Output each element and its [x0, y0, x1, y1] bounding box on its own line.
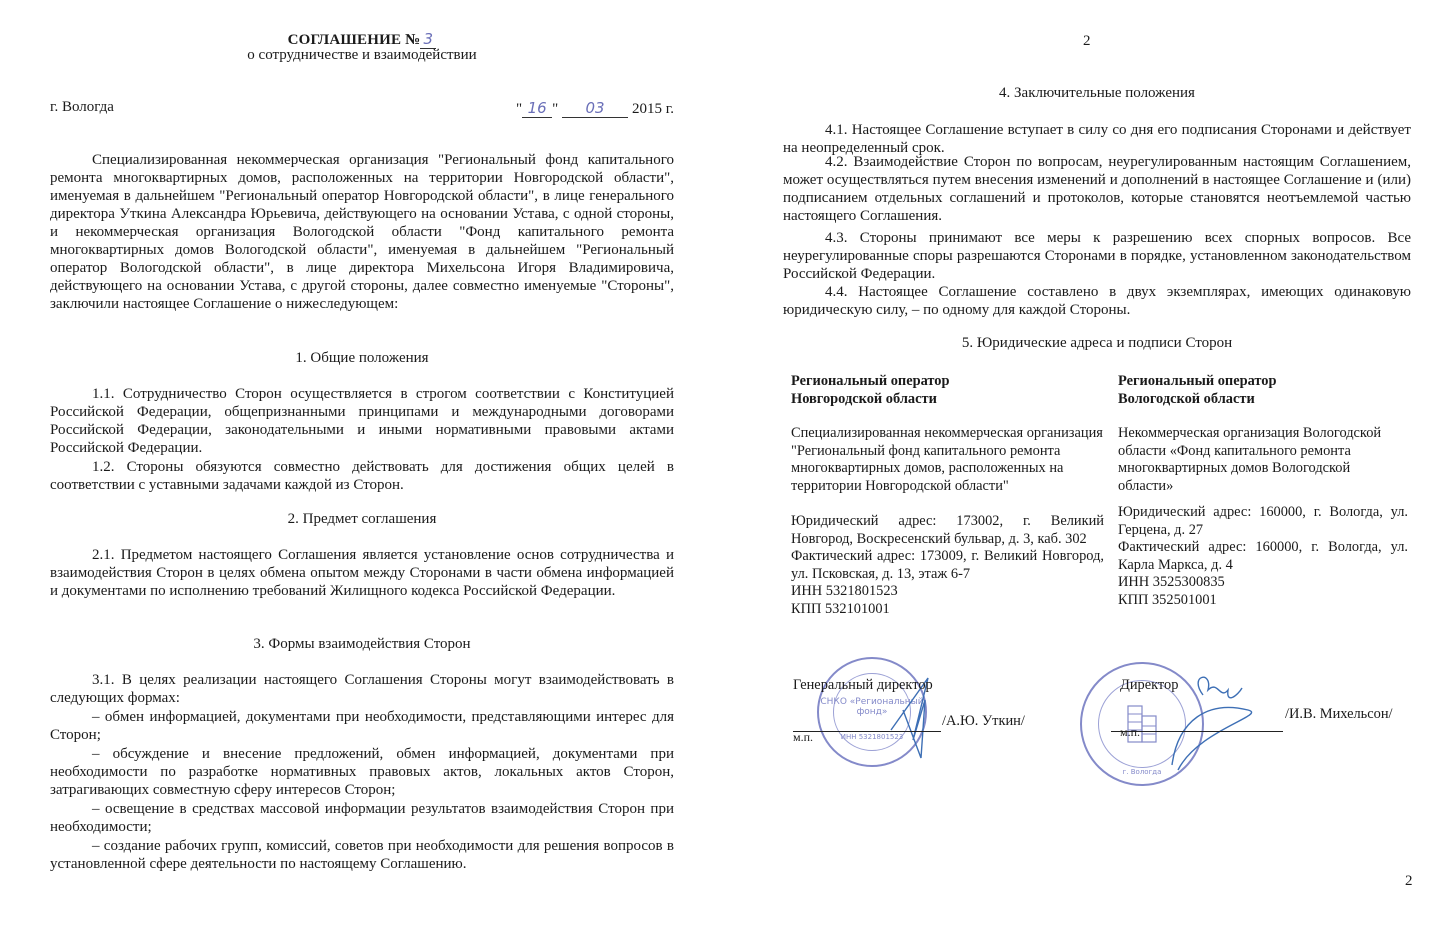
party-novgorod-title — [791, 373, 1104, 408]
legal-address: Юридический адрес: 160000, г. Вологда, ул. Герцена, д. 27 — [1118, 504, 1408, 538]
form-item: – освещение в средствах массовой информации результатов взаимодействия Сторон при необходимости; — [50, 801, 674, 835]
date-month: 03 — [562, 99, 628, 118]
party-vologda — [1118, 373, 1408, 609]
signature-stroke — [1172, 677, 1252, 770]
title-text: СОГЛАШЕНИЕ № — [287, 32, 421, 48]
party-org-name: Некоммерческая организация Вологодской области «Фонд капитального ремонта многоквартирных домов Вологодской области» — [1118, 425, 1382, 494]
form-item: – создание рабочих групп, комиссий, советов при необходимости для решения вопросов в установленной сфере деятельности по настоящему Соглашению. — [50, 838, 674, 872]
actual-address: Фактический адрес: 160000, г. Вологда, ул. Карла Маркса, д. 4 — [1118, 539, 1408, 573]
stamp-inn: ИНН 5321801523 — [840, 733, 904, 741]
stamp-city: г. Вологда — [1122, 768, 1162, 776]
kpp: КПП 532101001 — [791, 600, 890, 617]
party-title-line1: Региональный оператор — [791, 373, 950, 389]
date-year: 2015 г. — [632, 101, 674, 117]
section-5-heading: 5. Юридические адреса и подписи Сторон — [961, 335, 1233, 351]
clause-4-3: 4.3. Стороны принимают все меры к разрешению всех спорных вопросов. Все неурегулированные споры разрешаются Сторонами в порядке, установленном законодательством Российской Федерации. — [783, 230, 1411, 282]
section-2-heading: 2. Предмет соглашения — [287, 511, 437, 527]
form-item: – обсуждение и внесение предложений, обмен информацией, документами при необходимости по разработке нормативных правовых актов, локальных актов Сторон, затрагивающих совместную сферу интересов Сторон; — [50, 746, 674, 798]
position-director: Директор — [1120, 677, 1179, 693]
legal-address: Юридический адрес: 173002, г. Великий Новгород, Воскресенский бульвар, д. 3, каб. 302 — [791, 513, 1104, 547]
signer-mikhelson: /И.В. Михельсон/ — [1285, 706, 1393, 722]
inn: ИНН 5321801523 — [791, 583, 898, 599]
form-item: – обмен информацией, документами при необходимости, представляющими интерес для Сторон; — [50, 709, 674, 743]
party-title-line2: Новгородской области — [791, 390, 937, 407]
stamp-label: СНКО «Региональный фонд» — [820, 697, 924, 717]
agreement-number-handwritten: 3 — [420, 30, 436, 49]
mp-label: м.п. — [793, 730, 814, 744]
section-1-heading: 1. Общие положения — [295, 350, 429, 366]
party-org-name: Специализированная некоммерческая организация "Региональный фонд капитального ремонта многоквартирных домов, расположенных на территории Новгородской области" — [791, 425, 1103, 494]
clause-4-1: 4.1. Настоящее Соглашение вступает в силу со дня его подписания Сторонами и действует на неопределенный срок. — [783, 122, 1411, 156]
party-title-line1: Региональный оператор — [1118, 373, 1277, 389]
clause-3-1: 3.1. В целях реализации настоящего Соглашения Стороны могут взаимодействовать в следующих формах: — [50, 672, 674, 706]
clause-4-4: 4.4. Настоящее Соглашение составлено в двух экземплярах, имеющих одинаковую юридическую силу, – по одному для каждой Стороны. — [783, 284, 1411, 318]
section-3-heading: 3. Формы взаимодействия Сторон — [253, 636, 471, 652]
section-4-heading: 4. Заключительные положения — [999, 85, 1195, 101]
kpp: КПП 352501001 — [1118, 591, 1217, 608]
party-vologda-title — [1118, 373, 1408, 408]
inn: ИНН 3525300835 — [1118, 574, 1225, 590]
actual-address: Фактический адрес: 173009, г. Великий Новгород, ул. Псковская, д. 13, этаж 6-7 — [791, 548, 1104, 582]
date-quote-close: " — [552, 101, 559, 117]
page-number-bottom: 2 — [1405, 873, 1413, 889]
mp-label: м.п. — [1120, 725, 1141, 739]
date-day: 16 — [522, 99, 552, 118]
document-date — [516, 99, 674, 118]
position-general-director: Генеральный директор — [793, 677, 933, 693]
date-quote-open: " — [516, 101, 523, 117]
page-number-top: 2 — [1083, 33, 1091, 49]
preamble: Специализированная некоммерческая организация "Региональный фонд капитального ремонта многоквартирных домов, расположенных на территории Новгородской области", именуемая в дальнейшем "Региональный оператор Новгородской области", в лице генерального директора Уткина Александра Юрьевича, действующего на основании Устава, с одной стороны, и некоммерческая организация Вологодской области "Фонд капитального ремонта многоквартирных домов Вологодской области", именуемая в дальнейшем "Региональный оператор Вологодской области", в лице директора Михельсона Игоря Владимировича, действующего на основании Устава, с другой стороны, далее совместно именуемые "Стороны", заключили настоящее Соглашение о нижеследующем: — [50, 152, 674, 312]
clause-1-2: 1.2. Стороны обязуются совместно действовать для достижения общих целей в соответствии с уставными задачами каждой из Сторон. — [50, 459, 674, 493]
clause-4-2: 4.2. Взаимодействие Сторон по вопросам, неурегулированным настоящим Соглашением, может осуществляться путем внесения изменений и дополнений в настоящее Соглашение и (или) подписанием отдельных соглашений и протоколов, которые становятся неотъемлемой частью настоящего Соглашения. — [783, 154, 1411, 224]
party-title-line2: Вологодской области — [1118, 390, 1255, 407]
document-subtitle: о сотрудничестве и взаимодействии — [247, 47, 477, 63]
signer-utkin: /А.Ю. Уткин/ — [942, 713, 1025, 729]
city: г. Вологда — [50, 99, 114, 115]
signature-line — [793, 731, 941, 732]
party-novgorod — [791, 373, 1104, 618]
clause-2-1: 2.1. Предметом настоящего Соглашения является установление основ сотрудничества и взаимодействия Сторон в целях обмена опытом между Сторонами в части обмена информацией и документами по исполнению требований Жилищного кодекса Российской Федерации. — [50, 547, 674, 599]
clause-1-1: 1.1. Сотрудничество Сторон осуществляется в строгом соответствии с Конституцией Российской Федерации, общепризнанными принципами и международными договорами Российской Федерации, законодательными и иными нормативными правовыми актами Российской Федерации. — [50, 386, 674, 456]
